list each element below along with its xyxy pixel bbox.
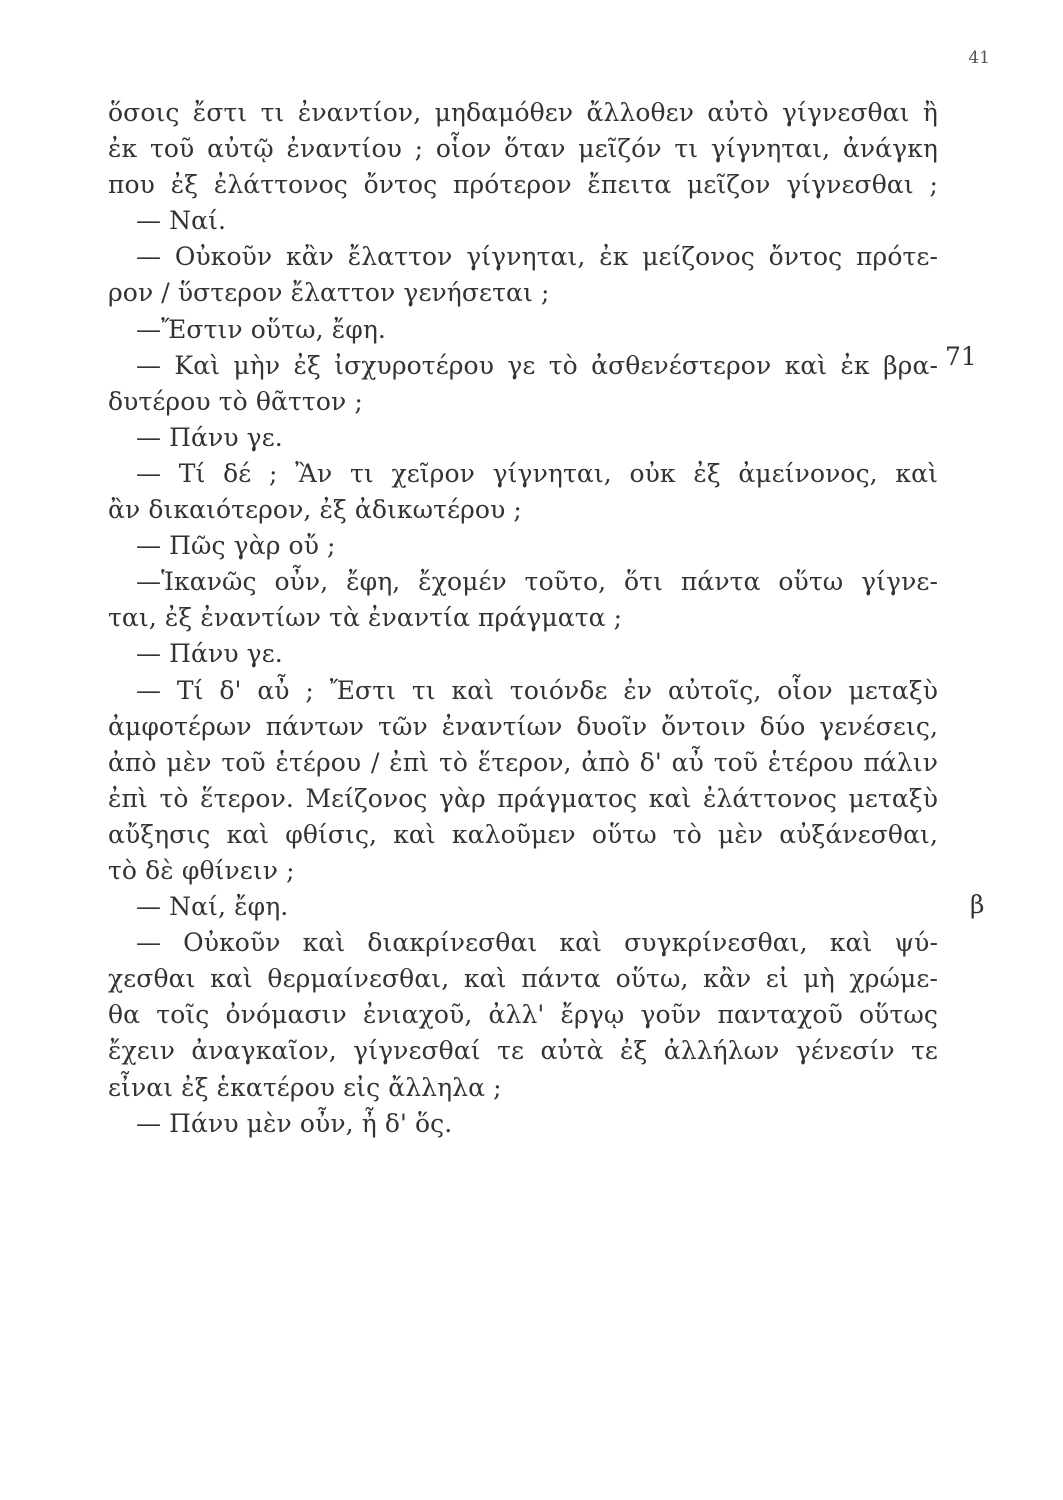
margin-section-letter: β	[970, 890, 985, 919]
text-line: —Ἔστιν οὕτω, ἔφη.	[136, 314, 386, 344]
text-line: εἶναι ἐξ ἑκατέρου εἰς ἄλληλα ;	[108, 1072, 502, 1102]
text-line: — Πάνυ γε.	[136, 639, 283, 669]
text-line: — Πῶς γὰρ οὔ ;	[136, 531, 336, 561]
text-line: χεσθαι καὶ θερμαίνεσθαι, καὶ πάντα οὕτω, κἂν εἰ μὴ χρώμε-	[108, 964, 938, 994]
text-line: θα τοῖς ὀνόμασιν ἐνιαχοῦ, ἀλλ' ἔργῳ γοῦν πανταχοῦ οὕτως	[108, 1000, 938, 1030]
text-line: ἔχειν ἀναγκαῖον, γίγνεσθαί τε αὐτὰ ἐξ ἀλλήλων γένεσίν τε	[108, 1036, 938, 1066]
text-line: ὅσοις ἔστι τι ἐναντίον, μηδαμόθεν ἄλλοθεν αὐτὸ γίγνεσθαι ἢ	[108, 98, 938, 127]
text-line: δυτέρου τὸ θᾶττον ;	[108, 386, 363, 416]
text-line: — Ναί.	[136, 206, 227, 236]
text-line: αὔξησις καὶ φθίσις, καὶ καλοῦμεν οὕτω τὸ μὲν αὐξάνεσθαι,	[108, 819, 938, 849]
page-number: 41	[968, 48, 990, 68]
text-line: — Πάνυ γε.	[136, 422, 283, 452]
text-line: — Οὐκοῦν καὶ διακρίνεσθαι καὶ συγκρίνεσθαι, καὶ ψύ-	[136, 928, 938, 958]
main-text	[108, 95, 938, 1142]
text-line: τὸ δὲ φθίνειν ;	[108, 855, 295, 885]
text-line: ρον / ὕστερον ἔλαττον γενήσεται ;	[108, 278, 550, 308]
text-line: ἀμφοτέρων πάντων τῶν ἐναντίων δυοῖν ὄντοιν δύο γενέσεις,	[108, 711, 938, 741]
text-line: —Ἱκανῶς οὖν, ἔφη, ἔχομέν τοῦτο, ὅτι πάντα οὕτω γίγνε-	[136, 567, 938, 597]
text-line: ἂν δικαιότερον, ἐξ ἀδικωτέρου ;	[108, 495, 522, 525]
text-line: που ἐξ ἐλάττονος ὄντος πρότερον ἔπειτα μεῖζον γίγνεσθαι ;	[108, 170, 938, 200]
text-line: — Καὶ μὴν ἐξ ἰσχυροτέρου γε τὸ ἀσθενέστερον καὶ ἐκ βρα-	[136, 350, 938, 380]
text-line: ἀπὸ μὲν τοῦ ἑτέρου / ἐπὶ τὸ ἕτερον, ἀπὸ δ' αὖ τοῦ ἑτέρου πάλιν	[108, 747, 938, 777]
text-line: — Ναί, ἔφη.	[136, 892, 289, 922]
text-line: ἐπὶ τὸ ἕτερον. Μείζονος γὰρ πράγματος καὶ ἐλάττονος μεταξὺ	[108, 783, 938, 813]
text-line: — Τί δέ ; Ἂν τι χεῖρον γίγνηται, οὐκ ἐξ ἀμείνονος, καὶ	[136, 458, 938, 488]
text-line: — Οὐκοῦν κἂν ἔλαττον γίγνηται, ἐκ μείζονος ὄντος πρότε-	[136, 242, 938, 272]
text-line: ἐκ τοῦ αὐτῷ ἐναντίου ; οἷον ὅταν μεῖζόν τι γίγνηται, ἀνάγκη	[108, 134, 938, 164]
text-line: — Τί δ' αὖ ; Ἔστι τι καὶ τοιόνδε ἐν αὐτοῖς, οἷον μεταξὺ	[136, 675, 938, 705]
margin-line-number: 71	[945, 342, 977, 371]
text-line: ται, ἐξ ἐναντίων τὰ ἐναντία πράγματα ;	[108, 603, 623, 633]
text-line: — Πάνυ μὲν οὖν, ἦ δ' ὅς.	[136, 1108, 453, 1138]
